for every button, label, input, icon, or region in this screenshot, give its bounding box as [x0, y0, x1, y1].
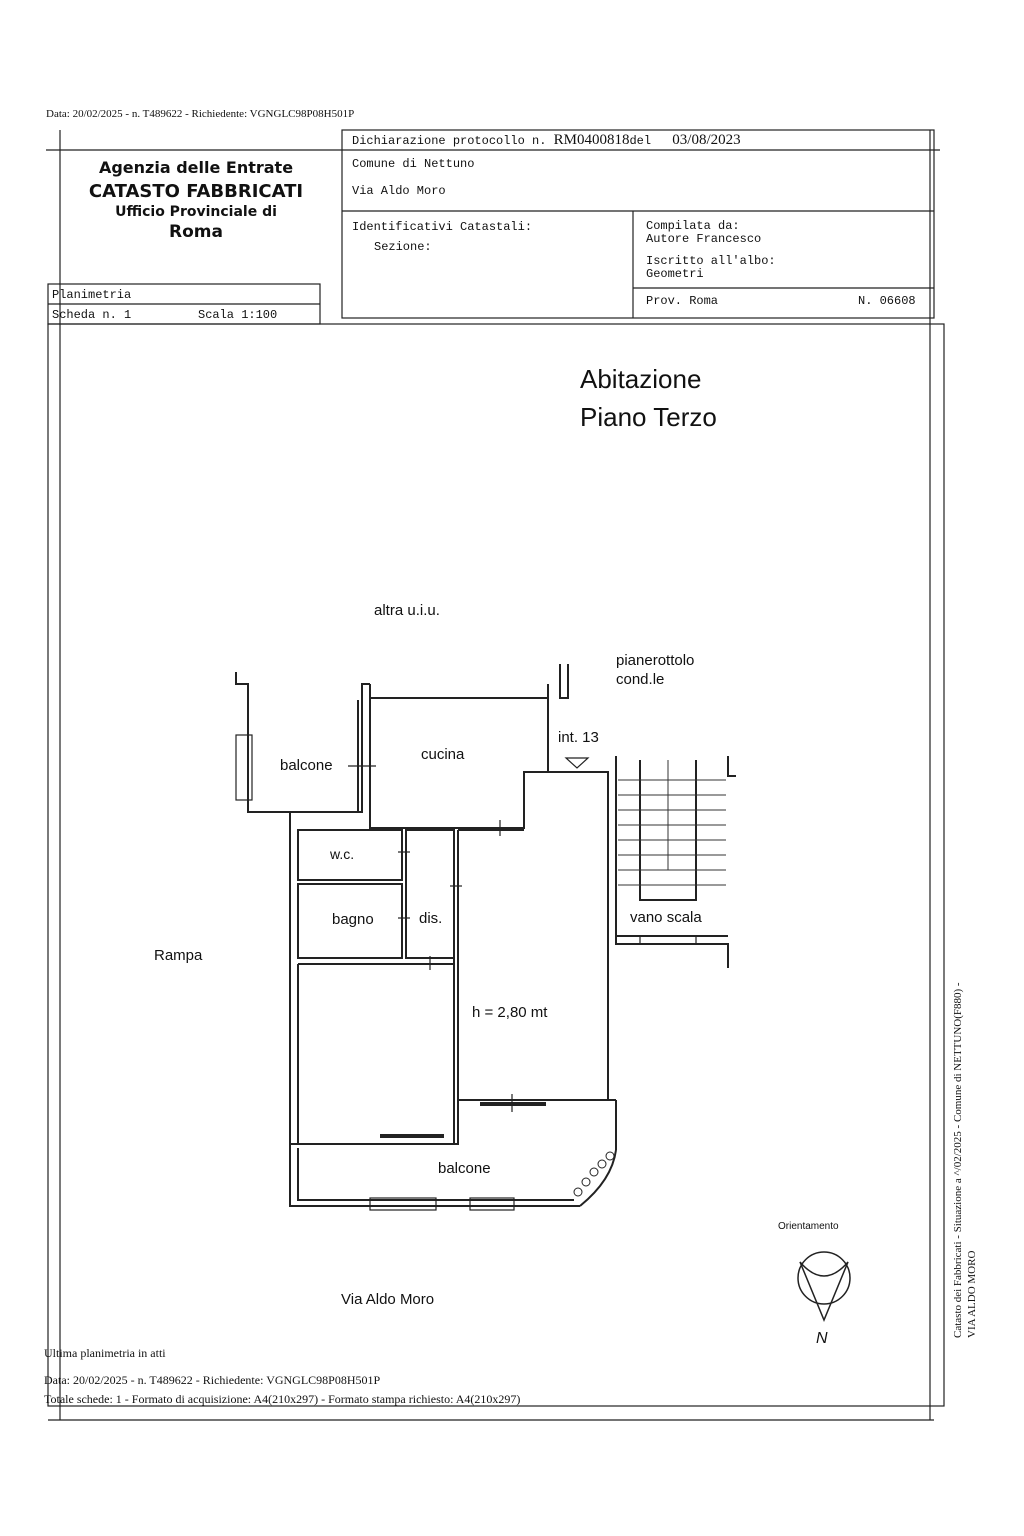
- stair-treads: [618, 760, 726, 885]
- numero-label: N. 06608: [858, 294, 916, 308]
- bagno-label: bagno: [332, 911, 374, 928]
- int-label: int. 13: [558, 729, 599, 746]
- scala-label: Scala 1:100: [198, 308, 278, 322]
- vano-scala-label: vano scala: [630, 909, 702, 926]
- albo-label: Geometri: [646, 267, 704, 281]
- sezione-label: Sezione:: [374, 240, 432, 254]
- planimetria-label: Planimetria: [52, 288, 132, 302]
- compilata-label: Compilata da:: [646, 219, 740, 233]
- pianerottolo-label: pianerottolo: [616, 652, 695, 669]
- iscritto-label: Iscritto all'albo:: [646, 254, 776, 268]
- sheet-frame: [48, 324, 944, 1406]
- wc-label: w.c.: [330, 846, 355, 862]
- ufficio-city: Roma: [169, 222, 223, 242]
- prov-label: Prov. Roma: [646, 294, 719, 308]
- balcone-top-label: balcone: [280, 757, 333, 774]
- balcone-bottom-label: balcone: [438, 1160, 491, 1177]
- ultima-label: Ultima planimetria in atti: [44, 1346, 166, 1360]
- street-label: Via Aldo Moro: [341, 1291, 435, 1308]
- altra-uiu-label: altra u.i.u.: [374, 602, 440, 619]
- footer-data: Data: 20/02/2025 - n. T489622 - Richiedente: VGNGLC98P08H501P: [44, 1373, 381, 1387]
- catasto-title: CATASTO FABBRICATI: [88, 181, 304, 202]
- cond-label: cond.le: [616, 671, 665, 688]
- cucina-label: cucina: [421, 746, 465, 763]
- balcone-top-wall: [236, 672, 370, 812]
- via-label: Via Aldo Moro: [352, 184, 446, 198]
- side-text-1: Catasto dei Fabbricati - Situazione a ^/02/2025 - Comune di NETTUNO(F880) -: [952, 982, 964, 1338]
- dis-label: dis.: [419, 910, 443, 927]
- protocol-line: Dichiarazione protocollo n. RM0400818del 03/08/2023: [352, 132, 741, 148]
- agency-name: Agenzia delle Entrate: [98, 158, 294, 177]
- plan-title-2: Piano Terzo: [580, 402, 717, 432]
- agency-block: [66, 158, 326, 242]
- autore-label: Autore Francesco: [646, 232, 762, 246]
- rampa-label: Rampa: [154, 947, 203, 964]
- north-label: N: [816, 1330, 828, 1347]
- side-text-2: VIA ALDO MORO: [966, 1250, 978, 1338]
- request-line: Data: 20/02/2025 - n. T489622 - Richiedente: VGNGLC98P08H501P: [46, 108, 355, 120]
- altezza-label: h = 2,80 mt: [472, 1004, 548, 1021]
- comune-label: Comune di Nettuno: [352, 157, 475, 171]
- scheda-label: Scheda n. 1: [52, 308, 132, 322]
- compass-icon: [798, 1252, 850, 1320]
- ufficio-label: Ufficio Provinciale di: [115, 204, 277, 220]
- identificativi-label: Identificativi Catastali:: [352, 220, 533, 234]
- footer-totale: Totale schede: 1 - Formato di acquisizione: A4(210x297) - Formato stampa richiesto: A4(210x297): [44, 1392, 521, 1406]
- orientamento-label: Orientamento: [778, 1221, 839, 1232]
- plan-title-1: Abitazione: [580, 364, 702, 394]
